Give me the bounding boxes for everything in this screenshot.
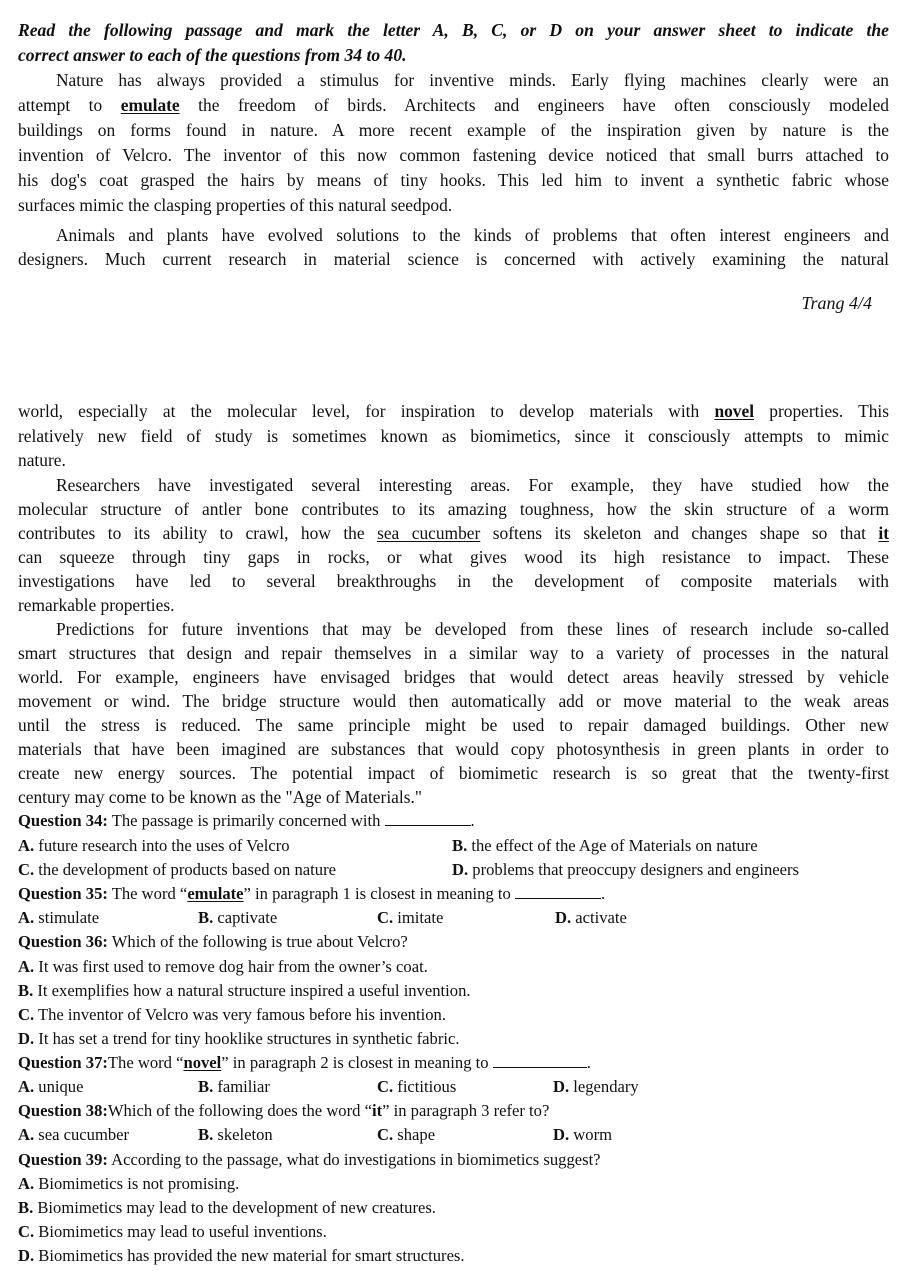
q36-option-c[interactable] xyxy=(18,1003,446,1027)
option-text: future research into the uses of Velcro xyxy=(34,836,290,855)
q37-option-a[interactable] xyxy=(18,1075,83,1099)
passage-p2-line-1: Animals and plants have evolved solutions to the kinds of problems that often interest engineers and xyxy=(56,225,889,245)
q38-option-d[interactable] xyxy=(553,1123,612,1147)
option-letter: C. xyxy=(18,860,35,879)
q37-option-c[interactable] xyxy=(377,1075,456,1099)
question-label: Question 38: xyxy=(18,1101,108,1120)
q39-option-b[interactable] xyxy=(18,1196,436,1220)
answer-blank xyxy=(385,811,471,826)
phrase-sea-cucumber: sea cucumber xyxy=(377,523,481,543)
option-letter: B. xyxy=(18,981,34,1000)
passage-p4-line-3: world. For example, engineers have envisaged bridges that would detect areas heavily stressed by vehicle xyxy=(18,667,889,687)
text: the freedom of birds. Architects and engineers have often consciously modeled xyxy=(179,95,889,115)
option-letter: B. xyxy=(18,1198,34,1217)
question-text: According to the passage, what do investigations in biomimetics suggest? xyxy=(107,1150,601,1169)
q35-option-d[interactable] xyxy=(555,906,627,930)
passage-p2-line-4: relatively new field of study is sometimes known as biomimetics, since it consciously attempts to mimic xyxy=(18,426,889,446)
answer-blank xyxy=(493,1053,587,1068)
option-letter: C. xyxy=(377,1077,394,1096)
option-text: the development of products based on nature xyxy=(34,860,336,879)
passage-p1-line-2 xyxy=(18,93,889,117)
q34-option-c[interactable] xyxy=(18,858,336,882)
question-label: Question 37: xyxy=(18,1053,108,1072)
text: properties. This xyxy=(754,401,889,421)
question-label: Question 35: xyxy=(18,884,108,903)
passage-p4-line-2: smart structures that design and repair themselves in a similar way to a variety of processes in the natural xyxy=(18,643,889,663)
answer-blank xyxy=(515,884,601,899)
q34-option-b[interactable] xyxy=(452,834,758,858)
keyword-emulate: emulate xyxy=(120,95,180,115)
text: . xyxy=(600,884,606,903)
option-letter: D. xyxy=(452,860,469,879)
passage-p1-line-1: Nature has always provided a stimulus for inventive minds. Early flying machines clearly were an xyxy=(56,70,889,90)
option-text: captivate xyxy=(213,908,278,927)
option-letter: D. xyxy=(18,1029,35,1048)
option-text: skeleton xyxy=(213,1125,273,1144)
q38-option-b[interactable] xyxy=(198,1123,273,1147)
question-label: Question 39: xyxy=(18,1150,108,1169)
passage-p3-line-6: remarkable properties. xyxy=(18,595,175,615)
keyword-it: it xyxy=(878,523,889,543)
text: . xyxy=(586,1053,591,1072)
option-letter: D. xyxy=(18,1246,35,1265)
option-letter: C. xyxy=(18,1222,35,1241)
q36-option-a[interactable] xyxy=(18,955,428,979)
question-text: The word “ xyxy=(107,884,188,903)
q34-option-a[interactable] xyxy=(18,834,290,858)
option-text: stimulate xyxy=(34,908,100,927)
passage-p1-line-3: buildings on forms found in nature. A more recent example of the inspiration given by nature is the xyxy=(18,120,889,140)
option-letter: B. xyxy=(198,1077,214,1096)
text: . xyxy=(470,811,475,830)
q39-option-c[interactable] xyxy=(18,1220,327,1244)
question-text: The word “ xyxy=(107,1053,184,1072)
option-text: shape xyxy=(393,1125,436,1144)
question-text: ” in paragraph 3 refer to? xyxy=(382,1101,550,1120)
q35-option-c[interactable] xyxy=(377,906,443,930)
passage-p4-line-4: movement or wind. The bridge structure would then automatically add or move material to the weak areas xyxy=(18,691,889,711)
passage-p1-line-4: invention of Velcro. The inventor of this now common fastening device noticed that small burrs attached to xyxy=(18,145,889,165)
passage-p1-line-6: surfaces mimic the clasping properties of this natural seedpod. xyxy=(18,195,453,215)
option-text: The inventor of Velcro was very famous before his invention. xyxy=(34,1005,446,1024)
q36-option-b[interactable] xyxy=(18,979,471,1003)
passage-p3-line-1: Researchers have investigated several interesting areas. For example, they have studied how the xyxy=(56,475,889,495)
option-text: fictitious xyxy=(393,1077,457,1096)
option-letter: C. xyxy=(18,1005,35,1024)
keyword-novel: novel xyxy=(183,1053,222,1072)
passage-p3-line-3 xyxy=(18,521,889,545)
option-letter: A. xyxy=(18,836,35,855)
passage-p3-line-5: investigations have led to several breakthroughs in the development of composite materials with xyxy=(18,571,889,591)
option-text: the effect of the Age of Materials on nature xyxy=(467,836,758,855)
instruction-line-2: correct answer to each of the questions from 34 to 40. xyxy=(18,45,407,65)
option-letter: A. xyxy=(18,957,35,976)
text: softens its skeleton and changes shape so that xyxy=(480,523,879,543)
option-text: worm xyxy=(569,1125,613,1144)
keyword-novel: novel xyxy=(714,401,755,421)
option-letter: A. xyxy=(18,1174,35,1193)
passage-p4-line-1: Predictions for future inventions that may be developed from these lines of research include so-called xyxy=(56,619,889,639)
question-35-stem xyxy=(18,882,605,906)
option-letter: D. xyxy=(553,1077,570,1096)
option-letter: C. xyxy=(377,908,394,927)
question-37-stem xyxy=(18,1051,591,1075)
option-letter: B. xyxy=(452,836,468,855)
option-text: unique xyxy=(34,1077,84,1096)
option-text: Biomimetics may lead to useful inventions. xyxy=(34,1222,327,1241)
passage-p2-line-5: nature. xyxy=(18,450,66,470)
q35-option-b[interactable] xyxy=(198,906,277,930)
option-letter: C. xyxy=(377,1125,394,1144)
option-letter: A. xyxy=(18,1125,35,1144)
text: contributes to its ability to crawl, how the xyxy=(18,523,378,543)
page-footer: Trang 4/4 xyxy=(801,293,872,313)
keyword-emulate: emulate xyxy=(187,884,244,903)
question-label: Question 34: xyxy=(18,811,108,830)
option-letter: B. xyxy=(198,908,214,927)
q39-option-a[interactable] xyxy=(18,1172,239,1196)
passage-p3-line-2: molecular structure of antler bone contributes to its amazing toughness, how the skin structure of a worm xyxy=(18,499,889,519)
keyword-it: it xyxy=(371,1101,383,1120)
option-letter: D. xyxy=(553,1125,570,1144)
question-39-stem xyxy=(18,1148,601,1172)
passage-p4-line-8: century may come to be known as the "Age of Materials." xyxy=(18,787,422,807)
option-text: familiar xyxy=(213,1077,270,1096)
passage-p4-line-7: create new energy sources. The potential impact of biomimetic research is so great that the twenty-first xyxy=(18,763,889,783)
passage-p3-line-4: can squeeze through tiny gaps in rocks, or what gives wood its high resistance to impact. These xyxy=(18,547,889,567)
q35-option-a[interactable] xyxy=(18,906,99,930)
option-text: It has set a trend for tiny hooklike structures in synthetic fabric. xyxy=(34,1029,460,1048)
option-text: legendary xyxy=(569,1077,639,1096)
q38-option-c[interactable] xyxy=(377,1123,435,1147)
question-text: Which of the following is true about Velcro? xyxy=(107,932,408,951)
q38-option-a[interactable] xyxy=(18,1123,129,1147)
question-text: Which of the following does the word “ xyxy=(107,1101,372,1120)
question-38-stem xyxy=(18,1099,549,1123)
option-text: sea cucumber xyxy=(34,1125,130,1144)
option-text: It was first used to remove dog hair from the owner’s coat. xyxy=(34,957,428,976)
q34-option-d[interactable] xyxy=(452,858,799,882)
question-text: ” in paragraph 1 is closest in meaning to xyxy=(243,884,515,903)
option-text: It exemplifies how a natural structure inspired a useful invention. xyxy=(33,981,471,1000)
option-text: activate xyxy=(571,908,627,927)
passage-p1-line-5: his dog's coat grasped the hairs by means of tiny hooks. This led him to invent a synthetic fabric whose xyxy=(18,170,889,190)
question-text: ” in paragraph 2 is closest in meaning to xyxy=(221,1053,493,1072)
option-text: imitate xyxy=(393,908,444,927)
q36-option-d[interactable] xyxy=(18,1027,459,1051)
passage-p2-line-3 xyxy=(18,399,889,423)
instruction-line-1: Read the following passage and mark the letter A, B, C, or D on your answer sheet to indicate the xyxy=(18,20,889,40)
option-letter: A. xyxy=(18,908,35,927)
q39-option-d[interactable] xyxy=(18,1244,465,1268)
q37-option-d[interactable] xyxy=(553,1075,639,1099)
option-letter: B. xyxy=(198,1125,214,1144)
question-text: The passage is primarily concerned with xyxy=(107,811,385,830)
question-label: Question 36: xyxy=(18,932,108,951)
question-34-stem xyxy=(18,809,475,833)
question-36-stem xyxy=(18,930,408,954)
text: world, especially at the molecular level, for inspiration to develop materials with xyxy=(18,401,715,421)
option-text: Biomimetics is not promising. xyxy=(34,1174,240,1193)
option-letter: D. xyxy=(555,908,572,927)
passage-p4-line-6: materials that have been imagined are substances that would copy photosynthesis in green plants in order to xyxy=(18,739,889,759)
passage-p4-line-5: until the stress is reduced. The same principle might be used to repair damaged buildings. Other new xyxy=(18,715,889,735)
option-letter: A. xyxy=(18,1077,35,1096)
passage-p2-line-2: designers. Much current research in material science is concerned with actively examining the natural xyxy=(18,249,889,269)
q37-option-b[interactable] xyxy=(198,1075,270,1099)
text: attempt to xyxy=(18,95,121,115)
option-text: Biomimetics has provided the new material for smart structures. xyxy=(34,1246,465,1265)
option-text: Biomimetics may lead to the development of new creatures. xyxy=(33,1198,436,1217)
option-text: problems that preoccupy designers and engineers xyxy=(468,860,799,879)
